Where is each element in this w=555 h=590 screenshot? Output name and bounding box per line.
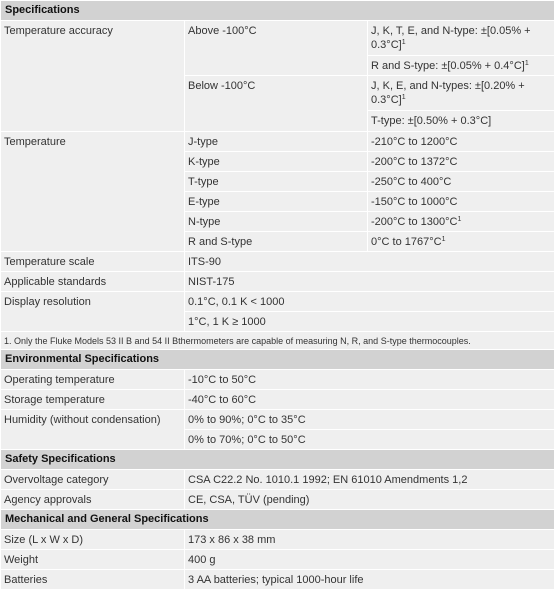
spec-label: Temperature scale — [1, 252, 184, 271]
spec-value: CSA C22.2 No. 1010.1 1992; EN 61010 Amendments 1,2 — [185, 470, 554, 489]
spec-label: Temperature accuracy — [1, 21, 184, 131]
thermocouple-type: R and S-type — [185, 232, 367, 251]
specifications-table — [1, 1, 554, 590]
spec-value: 3 AA batteries; typical 1000-hour life — [185, 570, 554, 589]
spec-value: 0% to 70%; 0°C to 50°C — [185, 430, 554, 449]
spec-label: Size (L x W x D) — [1, 530, 184, 549]
spec-row-temperature-scale — [1, 252, 554, 271]
section-header-specifications — [1, 1, 554, 20]
thermocouple-type: K-type — [185, 152, 367, 171]
thermocouple-range: 0°C to $1767^\circ C^1$ — [368, 232, 554, 251]
thermocouple-range: -200°C to $1300^\circ C^1$ — [368, 212, 554, 231]
thermocouple-type: N-type — [185, 212, 367, 231]
section-title: Mechanical and General Specifications — [5, 513, 209, 525]
spec-row-agency-approvals — [1, 490, 554, 509]
spec-row-overvoltage-category — [1, 470, 554, 489]
spec-row-storage-temperature — [1, 390, 554, 409]
thermocouple-range: -200°C to 1372°C — [368, 152, 554, 171]
spec-label: Storage temperature — [1, 390, 184, 409]
accuracy-condition-below: Below -100°C — [185, 76, 367, 131]
spec-label: Applicable standards — [1, 272, 184, 291]
spec-label: Overvoltage category — [1, 470, 184, 489]
spec-value: 0% to 90%; 0°C to 35°C — [185, 410, 554, 429]
spec-value: -40°C to 60°C — [185, 390, 554, 409]
spec-row-weight — [1, 550, 554, 569]
spec-row-display-resolution — [1, 292, 554, 331]
spec-value: 400 g — [185, 550, 554, 569]
spec-row-temperature-accuracy — [1, 21, 554, 131]
spec-value: 173 x 86 x 38 mm — [185, 530, 554, 549]
accuracy-value: R and S-type: $\pm[0.05\% + 0.4^\circ C]^1$ — [368, 56, 554, 75]
spec-value: 0.1°C, 0.1 K < 1000 — [185, 292, 554, 311]
accuracy-value: J, K, T, E, and N-type: $\pm[0.05\% + 0.3^\circ C]^1$ — [368, 21, 554, 55]
section-header-mechanical — [1, 510, 554, 529]
section-header-safety — [1, 450, 554, 469]
spec-label: Batteries — [1, 570, 184, 589]
spec-row-batteries — [1, 570, 554, 589]
spec-value: ITS-90 — [185, 252, 554, 271]
spec-row-humidity — [1, 410, 554, 449]
thermocouple-range: -250°C to 400°C — [368, 172, 554, 191]
thermocouple-range: -210°C to 1200°C — [368, 132, 554, 151]
footnote: 1. Only the Fluke Models 53 II B and 54 II Bthermometers are capable of measuring N, R, and S-type thermocouples. — [1, 332, 554, 349]
spec-value: -10°C to 50°C — [185, 370, 554, 389]
spec-row-temperature — [1, 132, 554, 251]
spec-label: Temperature — [1, 132, 184, 251]
spec-label: Agency approvals — [1, 490, 184, 509]
spec-label: Operating temperature — [1, 370, 184, 389]
spec-value: CE, CSA, TÜV (pending) — [185, 490, 554, 509]
spec-row-size — [1, 530, 554, 549]
spec-label: Weight — [1, 550, 184, 569]
thermocouple-type: J-type — [185, 132, 367, 151]
accuracy-value: J, K, E, and N-types: $\pm[0.20\% + 0.3^\circ C]^1$ — [368, 76, 554, 110]
spec-row-operating-temperature — [1, 370, 554, 389]
thermocouple-type: E-type — [185, 192, 367, 211]
spec-label: Display resolution — [1, 292, 184, 331]
section-header-environmental — [1, 350, 554, 369]
spec-value: NIST-175 — [185, 272, 554, 291]
thermocouple-range: -150°C to 1000°C — [368, 192, 554, 211]
spec-row-applicable-standards — [1, 272, 554, 291]
section-title: Safety Specifications — [5, 453, 116, 465]
spec-value: 1°C, 1 K ≥ 1000 — [185, 312, 554, 331]
thermocouple-type: T-type — [185, 172, 367, 191]
section-title: Specifications — [5, 4, 80, 16]
accuracy-value: T-type: ±[0.50% + 0.3°C] — [368, 111, 554, 131]
accuracy-condition-above: Above -100°C — [185, 21, 367, 75]
section-title: Environmental Specifications — [5, 353, 160, 365]
spec-label: Humidity (without condensation) — [1, 410, 184, 449]
